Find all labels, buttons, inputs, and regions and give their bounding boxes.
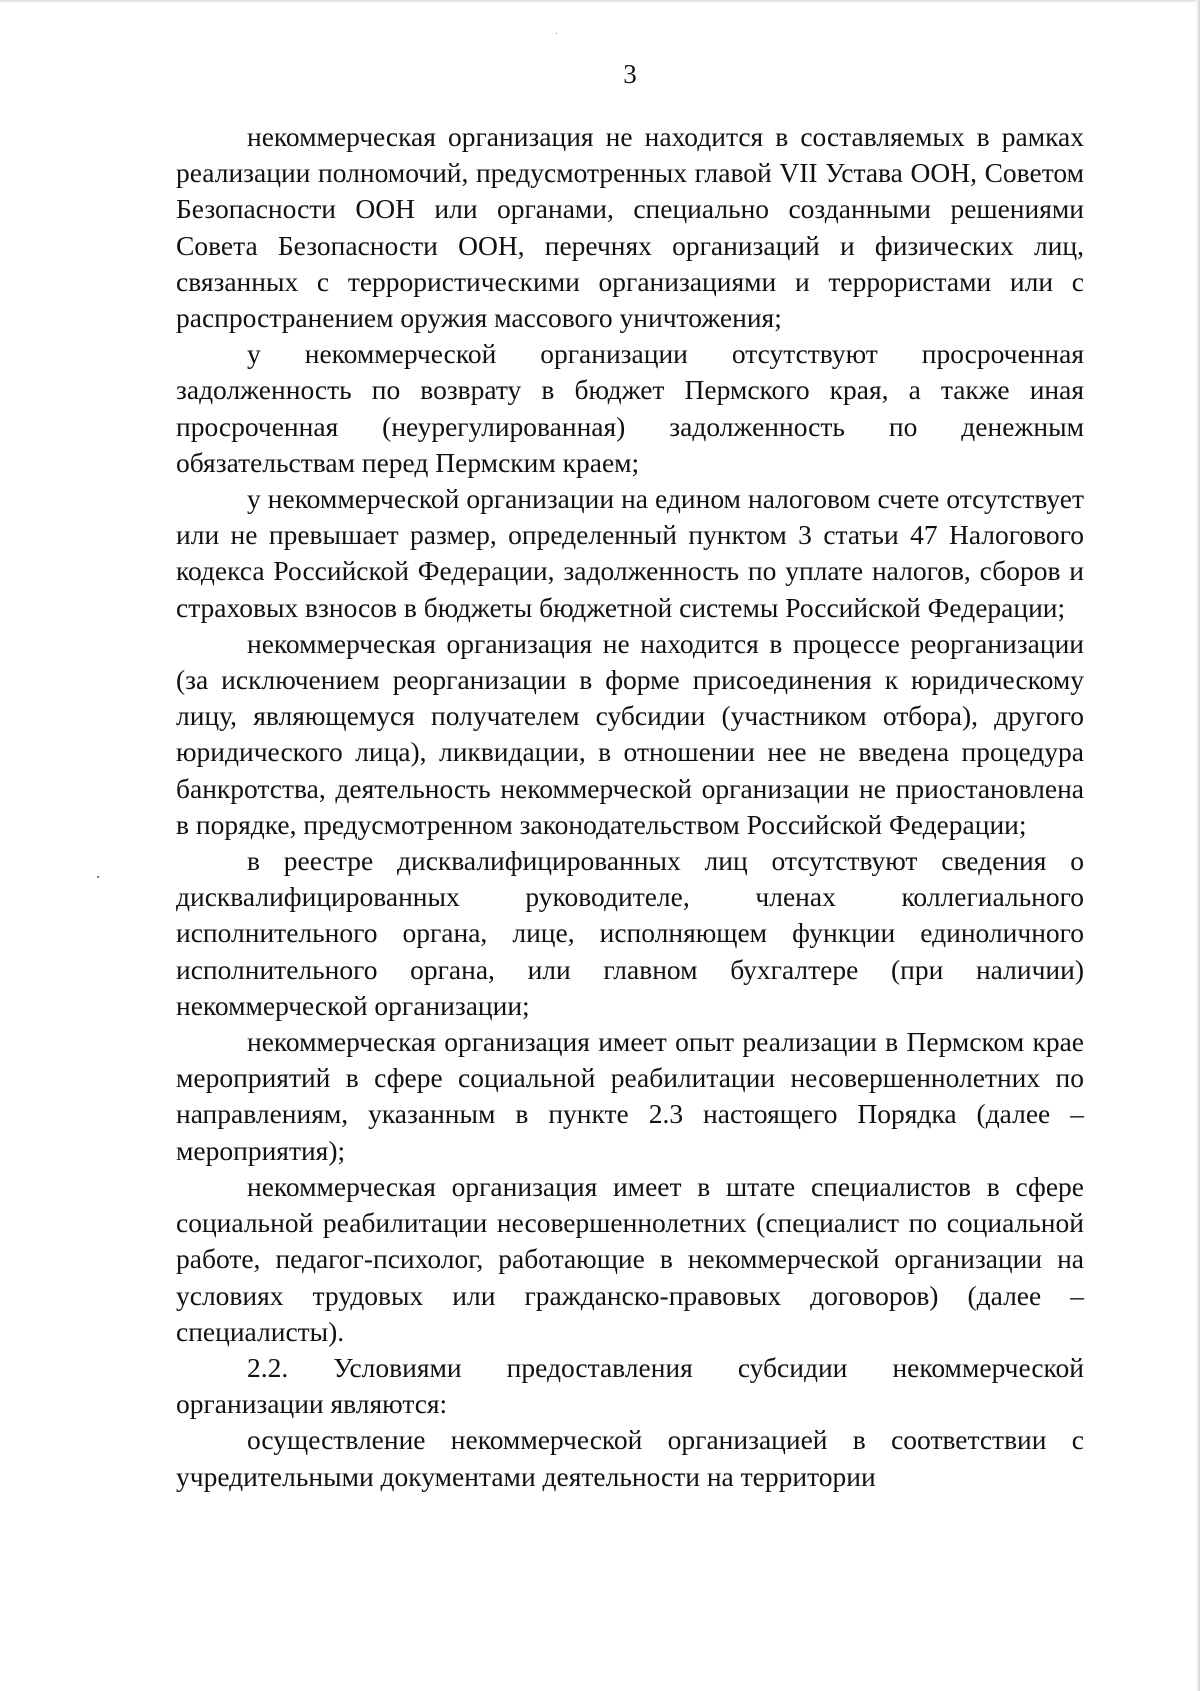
paragraph-no-overdue-debt: у некоммерческой организации отсутствуют просроченная задолженность по возврату в бюджет Пермского края, а также иная просроченная (неурегулированная) задолженность по денежным обязательствам перед Пермским краем; xyxy=(176,338,1084,478)
paragraph-tax-account-debt: у некоммерческой организации на едином налоговом счете отсутствует или не превышает размер, определенный пунктом 3 статьи 47 Налогового кодекса Российской Федерации, задолженность по уплате налогов, сборов и страховых взносов в бюджеты бюджетной системы Российской Федерации; xyxy=(176,483,1084,623)
scan-edge-top xyxy=(0,0,1200,3)
paragraph-activity-territory: осуществление некоммерческой организацией в соответствии с учредительными документами деятельности на территории xyxy=(176,1424,1084,1492)
paragraph-section-2-2-conditions: 2.2. Условиями предоставления субсидии некоммерческой организации являются: xyxy=(176,1351,1084,1420)
paragraph-disqualified-persons: в реестре дисквалифицированных лиц отсутствуют сведения о дисквалифицированных руководителе, членах коллегиального исполнительного органа, лице, исполняющем функции единоличного исполнительного органа, или главном бухгалтере (при наличии) некоммерческой организации; xyxy=(176,845,1084,1021)
paragraph-staff-specialists: некоммерческая организация имеет в штате специалистов в сфере социальной реабилитации несовершеннолетних (специалист по социальной работе, педагог-психолог, работающие в некоммерческой организации на условиях трудовых или гражданско-правовых договоров) (далее – специалисты). xyxy=(176,1170,1084,1347)
scan-edge-right xyxy=(1196,0,1200,1691)
paragraph-no-reorganization: некоммерческая организация не находится в процессе реорганизации (за исключением реорганизации в форме присоединения к юридическому лицу, являющемуся получателем субсидии (участником отбора), другого юридического лица), ликвидации, в отношении нее не введена процедура банкротства, деятельность некоммерческой организации не приостановлена в порядке, предусмотренном законодательством Российской Федерации; xyxy=(176,627,1084,840)
paragraph-experience-rehabilitation: некоммерческая организация имеет опыт реализации в Пермском крае мероприятий в сфере социальной реабилитации несовершеннолетних по направлениям, указанным в пункте 2.3 настоящего Порядка (далее – мероприятия); xyxy=(176,1026,1084,1166)
scan-speck xyxy=(97,876,99,878)
document-body xyxy=(176,119,1084,1495)
page-number: 3 xyxy=(623,59,637,89)
paragraph-un-sanctions-lists: некоммерческая организация не находится в составляемых в рамках реализации полномочий, предусмотренных главой VII Устава ООН, Советом Безопасности ООН или органами, специально созданными решениями Совета Безопасности ООН, перечнях организаций и физических лиц, связанных с террористическими организациями и террористами или с распространением оружия массового уничтожения; xyxy=(176,121,1084,334)
scan-speck xyxy=(556,33,557,34)
